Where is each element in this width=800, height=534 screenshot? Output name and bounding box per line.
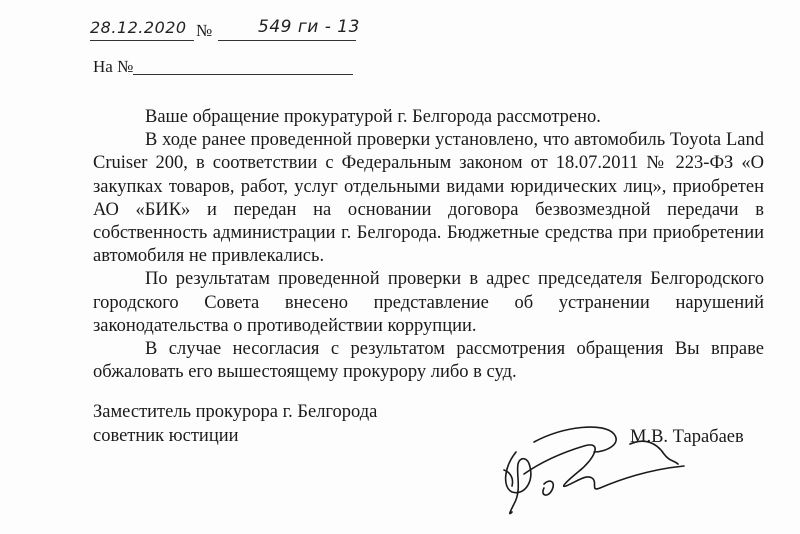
outgoing-number-prefix: № (196, 21, 213, 40)
paragraph-2: В ходе ранее проведенной проверки установлено, что автомобиль Toyota Land Cruiser 200, в соответствии с Федеральным законом от 18.07.2011 № 223-ФЗ «О закупках товаров, работ, услуг отдельными видами юридических лиц», приобретен АО «БИК» и передан на основании договора безвозмездной передачи в собственность администрации г. Белгорода. Бюджетные средства при приобретении автомобиля не привлекались. (93, 130, 764, 267)
signatory-position: Заместитель прокурора г. Белгорода (93, 402, 378, 422)
signatory-rank: советник юстиции (93, 425, 239, 446)
letter-body (93, 106, 764, 384)
outgoing-number: 549 ги - 13 (258, 17, 360, 37)
signatory-title (93, 401, 377, 448)
paragraph-4: В случае несогласия с результатом рассмотрения обращения Вы вправе обжаловать его вышестоящему прокурору либо в суд. (93, 339, 764, 383)
reply-number-underline (133, 74, 353, 75)
signatory-name: М.В. Тарабаев (630, 427, 744, 447)
paragraph-3: По результатам проведенной проверки в адрес председателя Белгородского городского Совета внесено представление об устранении нарушений законодательства о противодействии коррупции. (93, 269, 764, 336)
reply-number-prefix: На № (93, 57, 134, 76)
date-underline (90, 40, 194, 41)
paragraph-1: Ваше обращение прокуратурой г. Белгорода рассмотрено. (145, 107, 601, 127)
outgoing-date: 28.12.2020 (90, 18, 187, 37)
number-underline (218, 40, 356, 41)
